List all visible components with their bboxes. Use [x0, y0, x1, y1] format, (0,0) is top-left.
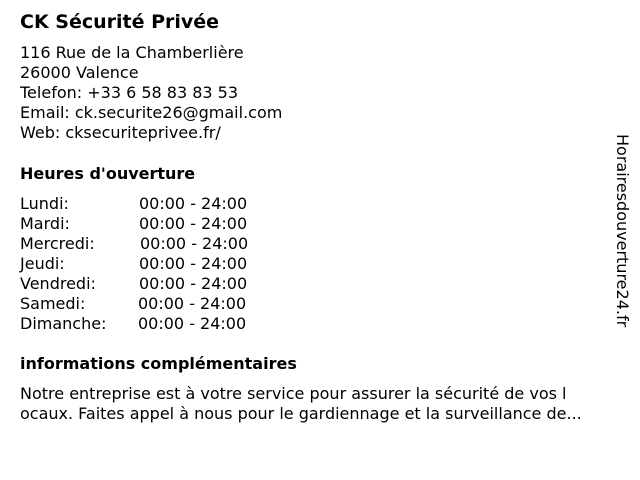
description-line-1: Notre entreprise est à votre service pour assurer la sécurité de vos l — [20, 384, 567, 403]
email-address: Email: ck.securite26@gmail.com — [20, 103, 283, 122]
city-address: 26000 Valence — [20, 63, 139, 82]
street-address: 116 Rue de la Chamberlière — [20, 43, 244, 62]
day-time: 00:00 - 24:00 — [139, 274, 248, 293]
day-time: 00:00 - 24:00 — [139, 254, 248, 273]
hours-row-tuesday — [20, 214, 320, 234]
day-label: Lundi: — [20, 194, 69, 213]
description-line-2: ocaux. Faites appel à nous pour le gardiennage et la surveillance de... — [20, 404, 582, 423]
day-label: Dimanche: — [20, 314, 107, 333]
day-label: Mardi: — [20, 214, 70, 233]
business-name: CK Sécurité Privée — [20, 11, 220, 33]
hours-row-saturday — [20, 294, 320, 314]
hours-row-wednesday — [20, 234, 320, 254]
hours-row-sunday — [20, 314, 320, 334]
day-label: Samedi: — [20, 294, 86, 313]
hours-row-thursday — [20, 254, 320, 274]
hours-heading: Heures d'ouverture — [20, 164, 196, 183]
day-label: Vendredi: — [20, 274, 96, 293]
phone-number: Telefon: +33 6 58 83 83 53 — [20, 83, 239, 102]
day-time: 00:00 - 24:00 — [138, 294, 247, 313]
site-brand-vertical: Horairesdouverture24.fr — [613, 134, 632, 328]
hours-table — [20, 194, 320, 334]
day-time: 00:00 - 24:00 — [139, 194, 248, 213]
day-time: 00:00 - 24:00 — [139, 214, 248, 233]
contact-block — [20, 43, 282, 143]
day-label: Mercredi: — [20, 234, 95, 253]
website: Web: cksecuriteprivee.fr/ — [20, 123, 221, 142]
hours-row-monday — [20, 194, 320, 214]
hours-row-friday — [20, 274, 320, 294]
day-time: 00:00 - 24:00 — [140, 234, 249, 253]
info-heading: informations complémentaires — [20, 354, 297, 373]
day-time: 00:00 - 24:00 — [138, 314, 247, 333]
day-label: Jeudi: — [20, 254, 65, 273]
description-text — [20, 384, 632, 424]
